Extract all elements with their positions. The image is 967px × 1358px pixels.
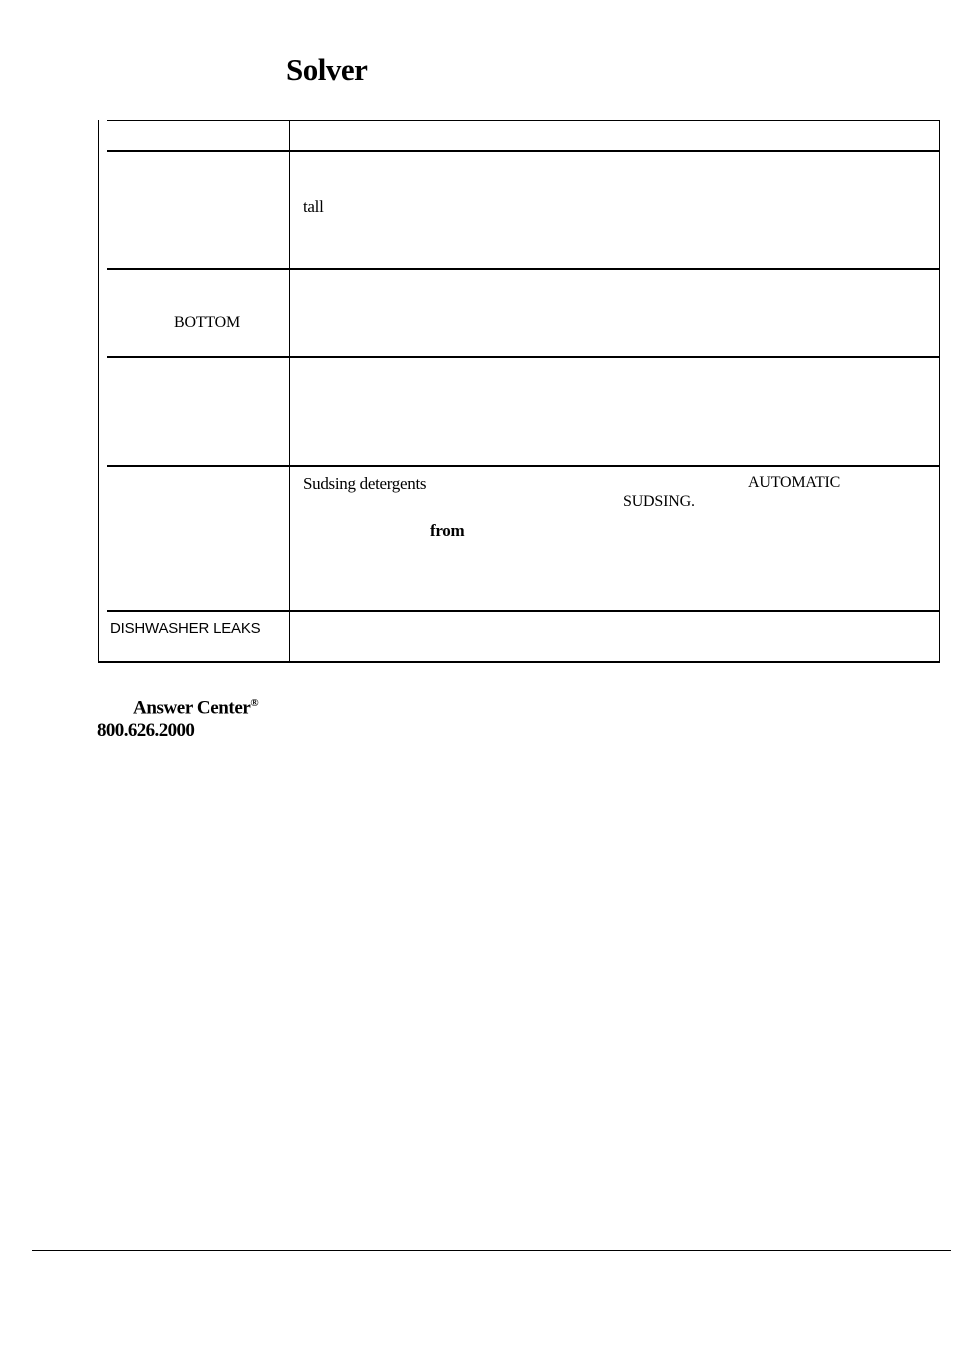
table-cell-text: tall bbox=[303, 197, 324, 216]
table-bottom-rule bbox=[98, 661, 940, 663]
footer-rule bbox=[32, 1250, 951, 1251]
table-row-rule bbox=[107, 268, 940, 270]
table-cell-text: AUTOMATIC bbox=[748, 474, 841, 491]
table-cell-text: SUDSING. bbox=[623, 493, 695, 510]
problem-label: DISHWASHER LEAKS bbox=[110, 620, 261, 637]
table-cell-text: from bbox=[430, 521, 465, 540]
table-header-top-rule bbox=[107, 120, 940, 121]
table-row-rule bbox=[107, 465, 940, 467]
table-left-border bbox=[98, 120, 99, 663]
answer-center-phone: 800.626.2000 bbox=[97, 720, 195, 741]
registered-mark: ® bbox=[250, 697, 259, 709]
problem-label: BOTTOM bbox=[174, 314, 241, 331]
table-column-divider bbox=[289, 120, 290, 663]
page-title: Solver bbox=[286, 52, 368, 87]
table-cell-text: Sudsing detergents bbox=[303, 474, 427, 493]
answer-center-label: Answer Center® bbox=[133, 697, 259, 719]
table-header-bottom-rule bbox=[107, 150, 940, 152]
table-row-rule bbox=[107, 356, 940, 358]
table-right-border bbox=[939, 120, 940, 663]
table-row-rule bbox=[107, 610, 940, 612]
